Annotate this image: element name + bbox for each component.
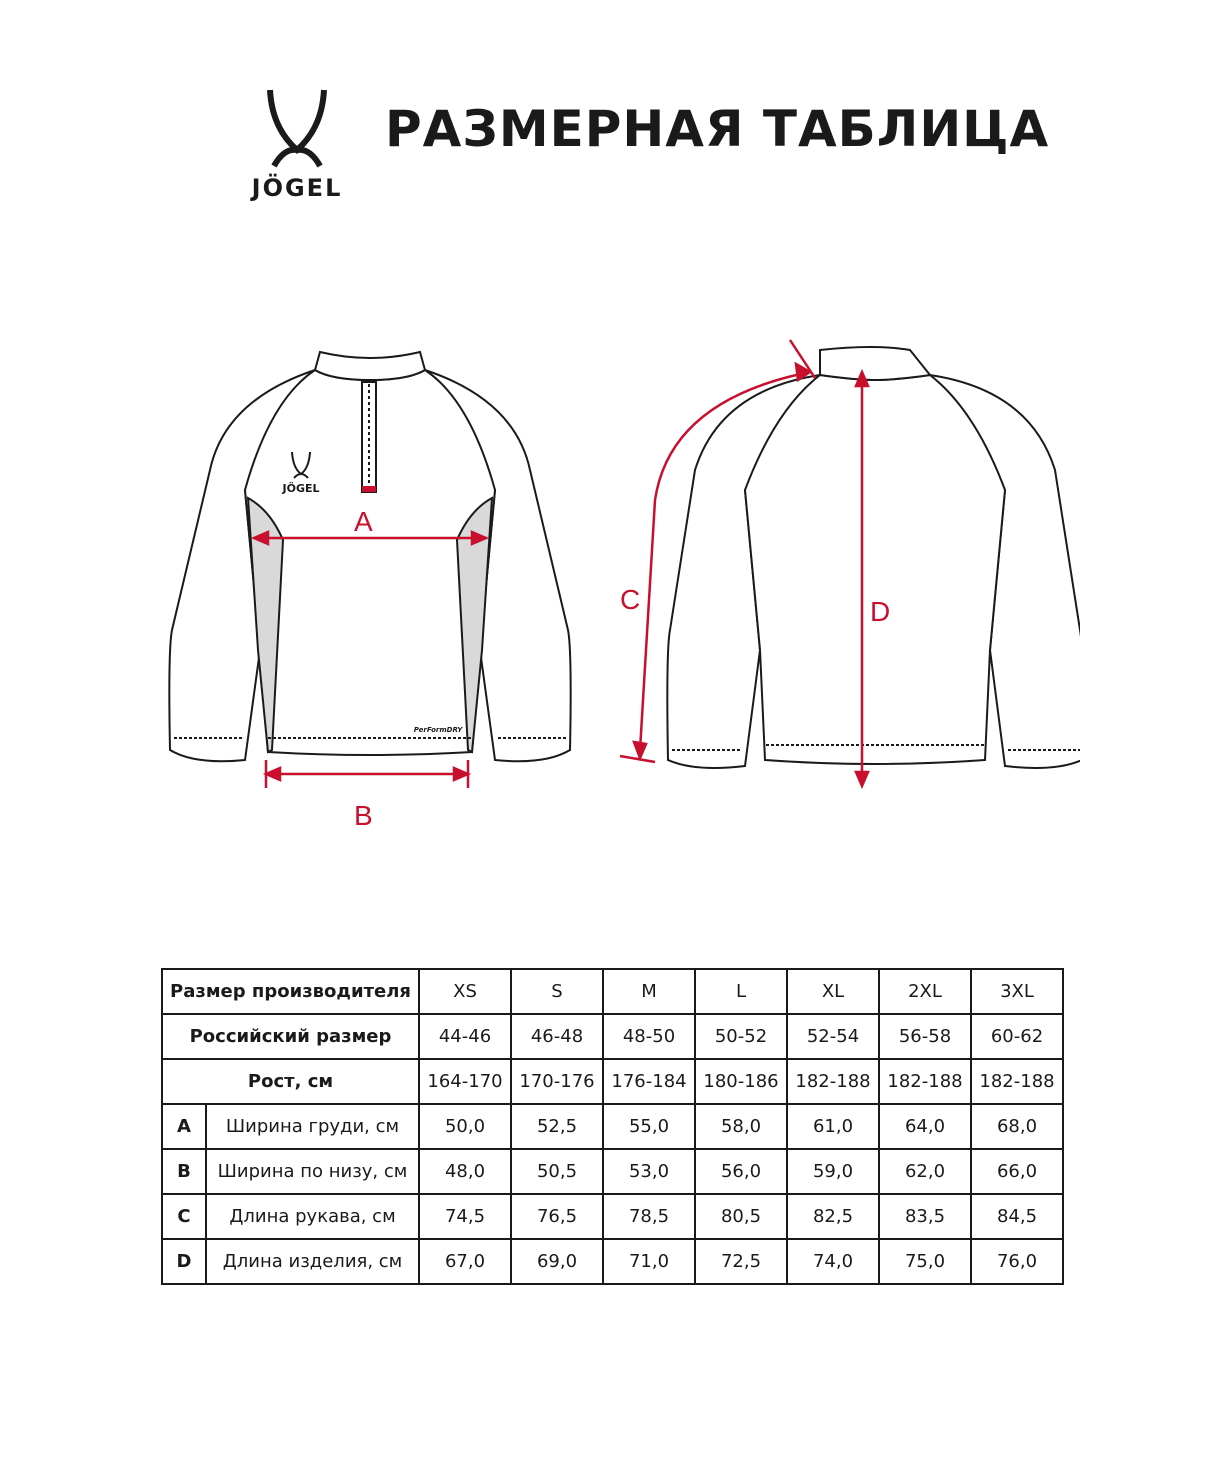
size-m: M — [603, 969, 695, 1014]
front-view — [169, 352, 570, 761]
table-cell: 76,0 — [971, 1239, 1063, 1284]
table-cell: 52-54 — [787, 1014, 879, 1059]
size-xs: XS — [419, 969, 511, 1014]
table-cell: 75,0 — [879, 1239, 971, 1284]
table-cell: 164-170 — [419, 1059, 511, 1104]
table-row-b — [162, 1149, 1063, 1194]
table-cell: 44-46 — [419, 1014, 511, 1059]
label-c: C — [620, 584, 641, 615]
back-collar — [820, 347, 930, 380]
table-cell: 76,5 — [511, 1194, 603, 1239]
back-body — [745, 375, 1005, 764]
table-row-russian-size — [162, 1014, 1063, 1059]
table-cell: 182-188 — [787, 1059, 879, 1104]
table-cell: 72,5 — [695, 1239, 787, 1284]
label-a: A — [354, 506, 373, 537]
table-row-d — [162, 1239, 1063, 1284]
table-cell: 176-184 — [603, 1059, 695, 1104]
table-cell: 50,5 — [511, 1149, 603, 1194]
table-cell: 83,5 — [879, 1194, 971, 1239]
garment-diagram — [150, 320, 1080, 860]
table-row-c — [162, 1194, 1063, 1239]
table-row-a — [162, 1104, 1063, 1149]
row-letter: B — [162, 1149, 206, 1194]
table-cell: 74,0 — [787, 1239, 879, 1284]
size-s: S — [511, 969, 603, 1014]
table-cell: 59,0 — [787, 1149, 879, 1194]
back-view — [667, 347, 1080, 768]
table-cell: 66,0 — [971, 1149, 1063, 1194]
manufacturer-size-label: Размер производителя — [162, 969, 419, 1014]
table-cell: 56,0 — [695, 1149, 787, 1194]
label-b: B — [354, 800, 373, 831]
row-label: Длина рукава, см — [206, 1194, 419, 1239]
table-row-manufacturer-size — [162, 969, 1063, 1014]
table-cell: 68,0 — [971, 1104, 1063, 1149]
table-cell: 56-58 — [879, 1014, 971, 1059]
height-label: Рост, см — [162, 1059, 419, 1104]
table-cell: 182-188 — [879, 1059, 971, 1104]
brand-name: JÖGEL — [251, 174, 343, 202]
front-chest-logo-text: JÖGEL — [282, 482, 320, 495]
table-cell: 58,0 — [695, 1104, 787, 1149]
table-cell: 50-52 — [695, 1014, 787, 1059]
jogel-x-logo-icon — [264, 88, 330, 168]
row-letter: C — [162, 1194, 206, 1239]
table-cell: 60-62 — [971, 1014, 1063, 1059]
page-title: РАЗМЕРНАЯ ТАБЛИЦА — [385, 100, 1050, 158]
table-cell: 78,5 — [603, 1194, 695, 1239]
size-xl: XL — [787, 969, 879, 1014]
brand-logo — [232, 88, 362, 208]
row-label: Длина изделия, см — [206, 1239, 419, 1284]
table-cell: 52,5 — [511, 1104, 603, 1149]
table-cell: 74,5 — [419, 1194, 511, 1239]
size-3xl: 3XL — [971, 969, 1063, 1014]
table-cell: 53,0 — [603, 1149, 695, 1194]
russian-size-label: Российский размер — [162, 1014, 419, 1059]
row-letter: D — [162, 1239, 206, 1284]
table-cell: 180-186 — [695, 1059, 787, 1104]
table-cell: 67,0 — [419, 1239, 511, 1284]
table-cell: 50,0 — [419, 1104, 511, 1149]
table-cell: 82,5 — [787, 1194, 879, 1239]
table-row-height — [162, 1059, 1063, 1104]
size-2xl: 2XL — [879, 969, 971, 1014]
row-label: Ширина по низу, см — [206, 1149, 419, 1194]
table-cell: 170-176 — [511, 1059, 603, 1104]
front-collar — [315, 352, 425, 380]
table-cell: 182-188 — [971, 1059, 1063, 1104]
size-table — [161, 968, 1064, 1285]
table-cell: 80,5 — [695, 1194, 787, 1239]
table-cell: 64,0 — [879, 1104, 971, 1149]
table-cell: 48,0 — [419, 1149, 511, 1194]
table-cell: 69,0 — [511, 1239, 603, 1284]
row-label: Ширина груди, см — [206, 1104, 419, 1149]
table-cell: 55,0 — [603, 1104, 695, 1149]
table-cell: 71,0 — [603, 1239, 695, 1284]
table-cell: 61,0 — [787, 1104, 879, 1149]
row-letter: A — [162, 1104, 206, 1149]
front-badge-text: PerFormDRY — [413, 726, 463, 734]
table-cell: 84,5 — [971, 1194, 1063, 1239]
table-cell: 48-50 — [603, 1014, 695, 1059]
table-cell: 46-48 — [511, 1014, 603, 1059]
table-cell: 62,0 — [879, 1149, 971, 1194]
size-l: L — [695, 969, 787, 1014]
label-d: D — [870, 596, 891, 627]
